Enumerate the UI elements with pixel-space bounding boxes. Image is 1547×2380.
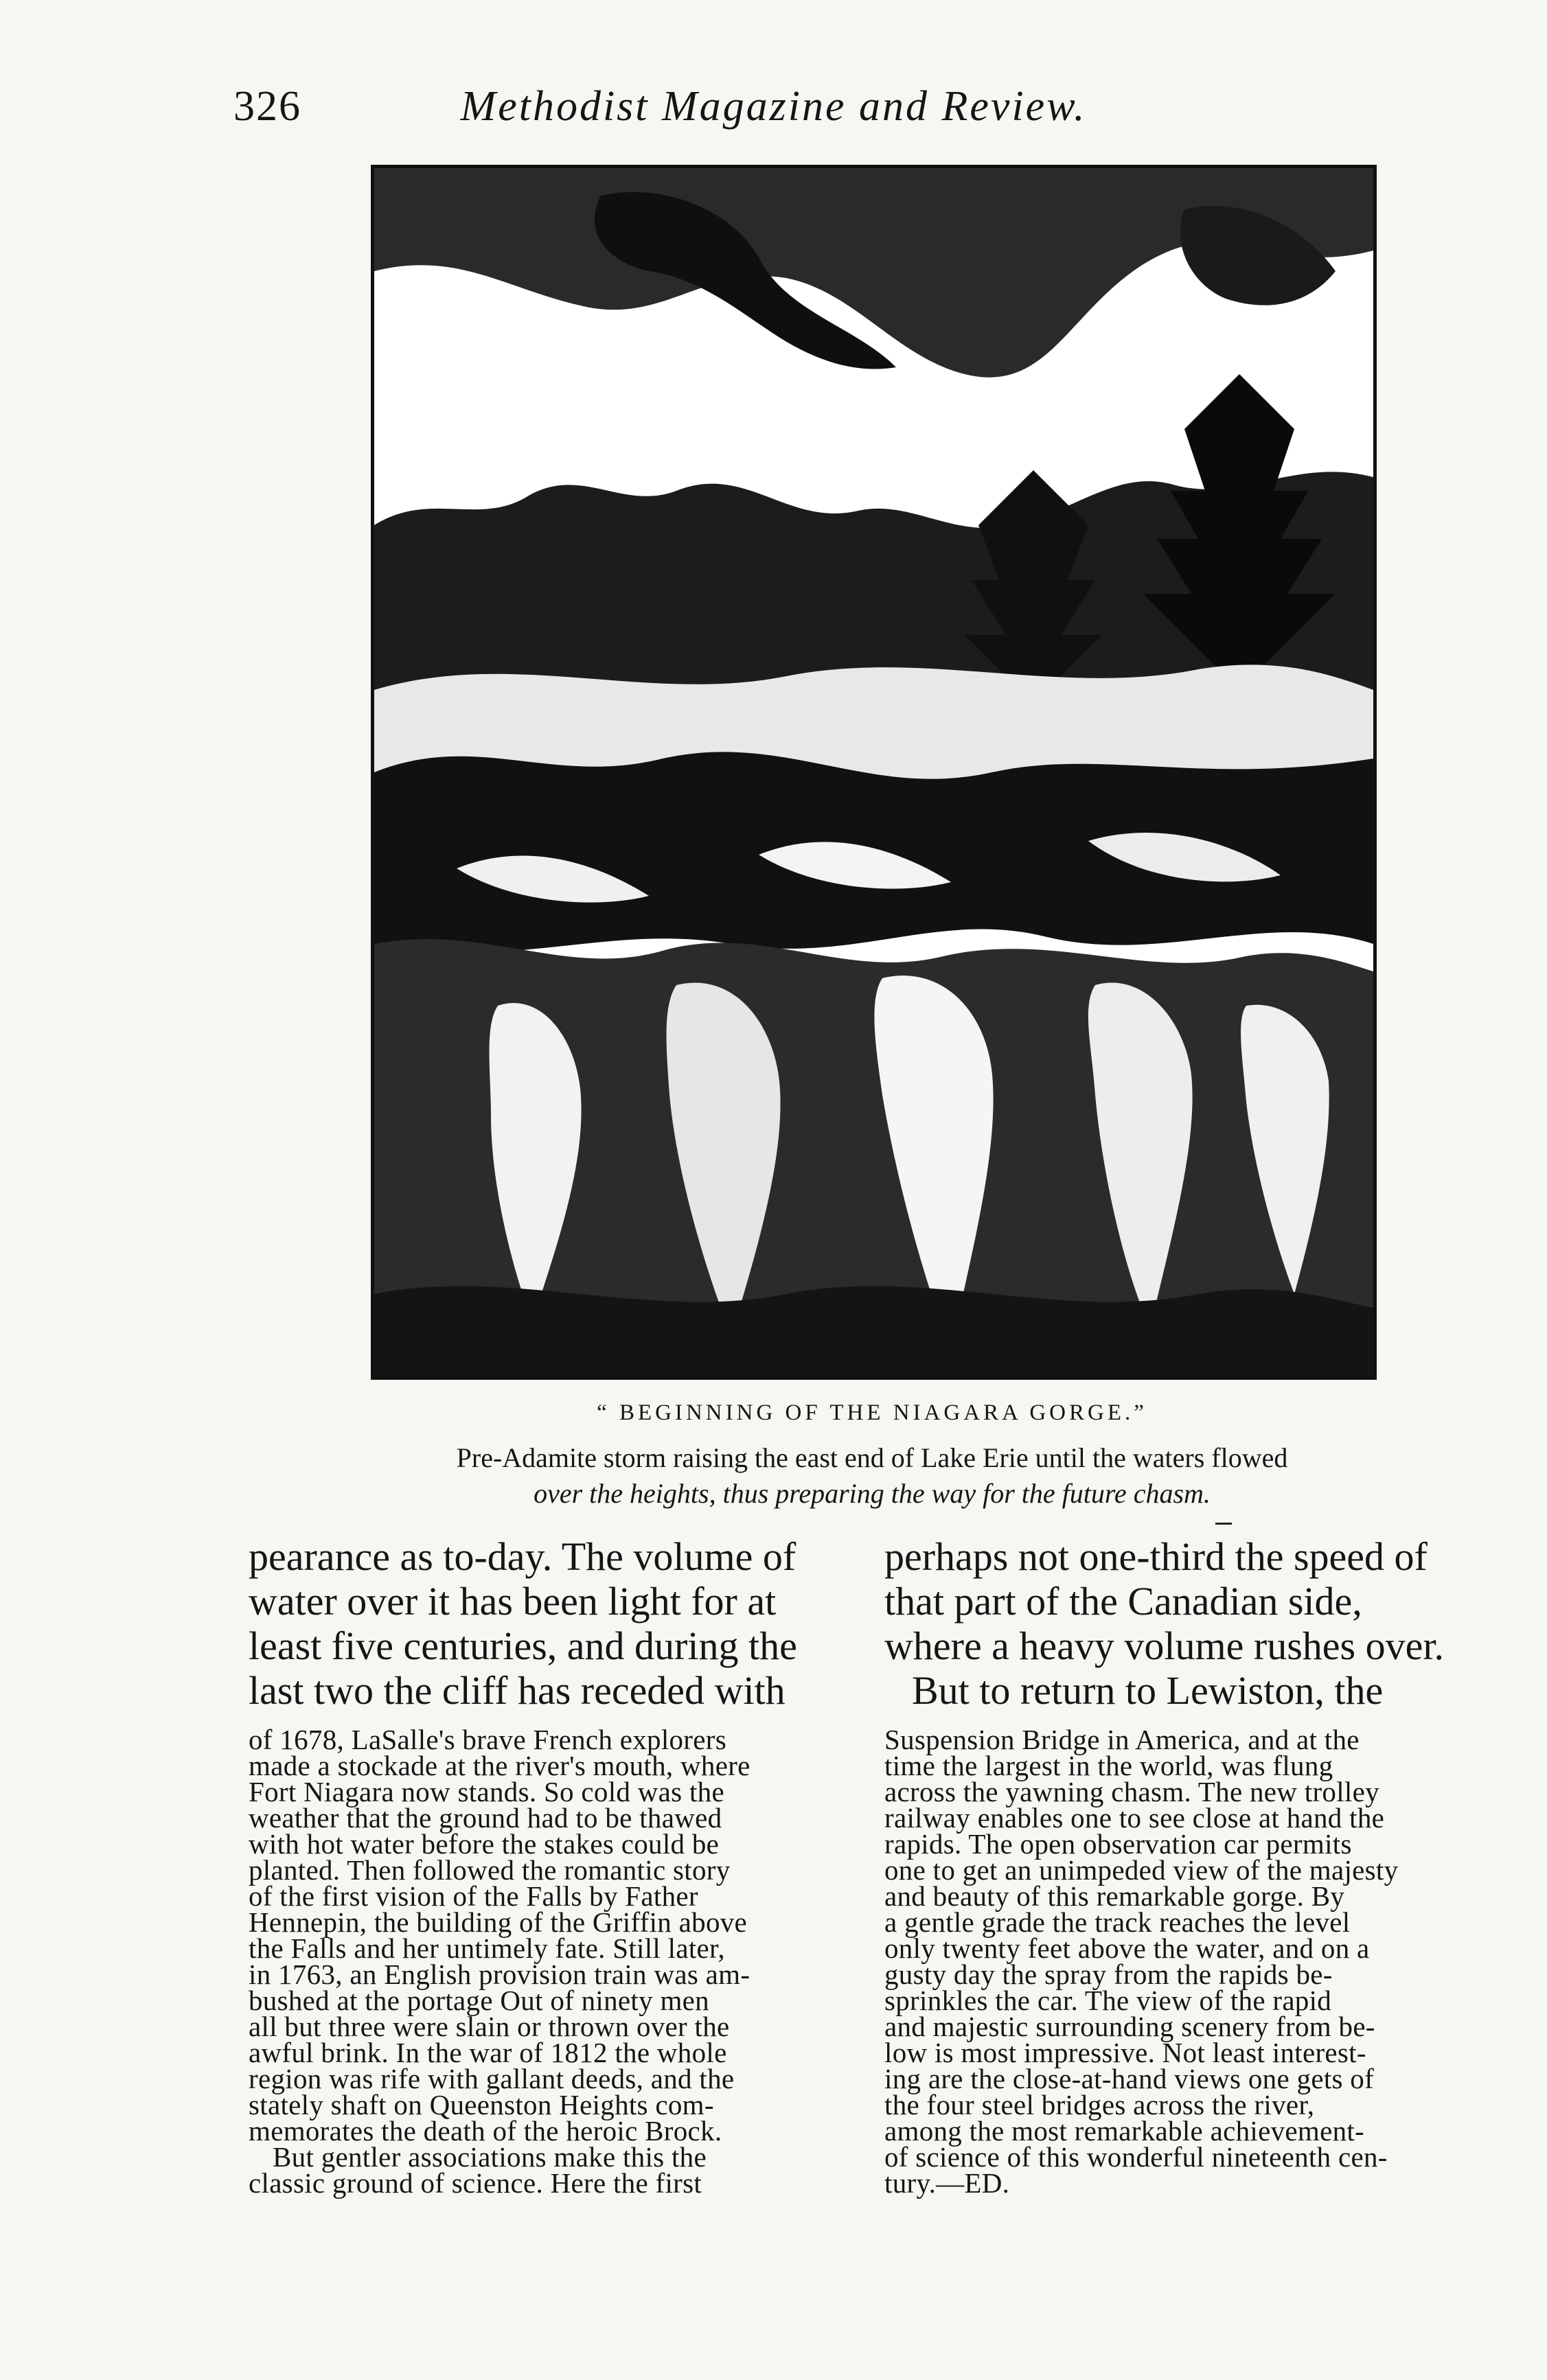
body-text-line: water over it has been light for at (249, 1579, 777, 1624)
body-text-line: classic ground of science. Here the first (249, 2167, 702, 2199)
body-text-line: that part of the Canadian side, (884, 1579, 1362, 1624)
body-text-line: last two the cliff has receded with (249, 1668, 786, 1713)
body-text-line: Hennepin, the building of the Griffin above (249, 1906, 748, 1938)
body-text-line: the four steel bridges across the river, (884, 2089, 1315, 2121)
body-text-line: ing are the close-at-hand views one gets of (884, 2063, 1375, 2094)
body-text-line: of the first vision of the Falls by Father (249, 1880, 698, 1912)
illustration-niagara-gorge (371, 165, 1377, 1380)
body-text-line: rapids. The open observation car permits (884, 1828, 1352, 1860)
body-text-line: of 1678, LaSalle's brave French explorers (249, 1724, 726, 1755)
body-text-line: all but three were slain or thrown over the (249, 2011, 730, 2042)
body-text-line: across the yawning chasm. The new trolley (884, 1776, 1379, 1807)
body-text-line: planted. Then followed the romantic story (249, 1854, 731, 1886)
figure-caption-title: “ BEGINNING OF THE NIAGARA GORGE.” (597, 1400, 1147, 1425)
body-text-line: the Falls and her untimely fate. Still later, (249, 1932, 725, 1964)
body-text-line: memorates the death of the heroic Brock. (249, 2115, 722, 2147)
body-text-line: Fort Niagara now stands. So cold was the (249, 1776, 724, 1807)
body-text-line: region was rife with gallant deeds, and the (249, 2063, 735, 2094)
body-text-line: Suspension Bridge in America, and at the (884, 1724, 1360, 1755)
body-text-line: where a heavy volume rushes over. (884, 1624, 1444, 1668)
body-text-line: weather that the ground had to be thawed (249, 1802, 722, 1834)
running-head (0, 82, 1547, 137)
body-text-line: low is most impressive. Not least interest- (884, 2037, 1366, 2068)
body-text-line: least five centuries, and during the (249, 1624, 797, 1668)
body-text-line: railway enables one to see close at hand the (884, 1802, 1385, 1834)
body-text-line: sprinkles the car. The view of the rapid (884, 1985, 1332, 2016)
body-text-line: a gentle grade the track reaches the level (884, 1906, 1351, 1938)
body-text-line: in 1763, an English provision train was am- (249, 1959, 750, 1990)
page-number: 326 (233, 83, 301, 130)
body-text-line: of science of this wonderful nineteenth cen- (884, 2141, 1388, 2173)
journal-title: Methodist Magazine and Review. (460, 83, 1087, 130)
body-text-line: pearance as to-day. The volume of (249, 1534, 797, 1579)
figure-caption-line: over the heights, thus preparing the way for the future chasm. (534, 1478, 1211, 1509)
body-text-line: gusty day the spray from the rapids be- (884, 1959, 1333, 1990)
body-text-line: one to get an unimpeded view of the majesty (884, 1854, 1399, 1886)
body-text-line: among the most remarkable achievement- (884, 2115, 1365, 2147)
body-text-line: bushed at the portage Out of ninety men (249, 1985, 709, 2016)
body-text-line: time the largest in the world, was flung (884, 1750, 1333, 1781)
body-text-line: only twenty feet above the water, and on a (884, 1932, 1370, 1964)
body-text-line: But to return to Lewiston, the (912, 1668, 1384, 1713)
body-text-line: with hot water before the stakes could be (249, 1828, 720, 1860)
body-text-line: perhaps not one-third the speed of (884, 1534, 1428, 1579)
figure-caption-line: Pre-Adamite storm raising the east end of Lake Erie until the waters flowed (456, 1442, 1288, 1473)
body-text-line: tury.—ED. (884, 2167, 1010, 2199)
body-text-line: and majestic surrounding scenery from be- (884, 2011, 1375, 2042)
column-divider-dash (1215, 1523, 1232, 1525)
body-text-line: and beauty of this remarkable gorge. By (884, 1880, 1345, 1912)
body-text-line: But gentler associations make this the (273, 2141, 707, 2173)
body-text-line: made a stockade at the river's mouth, where (249, 1750, 750, 1781)
body-text-line: awful brink. In the war of 1812 the whole (249, 2037, 727, 2068)
body-text-line: stately shaft on Queenston Heights com- (249, 2089, 714, 2121)
engraving-niagara-gorge-icon (374, 168, 1373, 1376)
